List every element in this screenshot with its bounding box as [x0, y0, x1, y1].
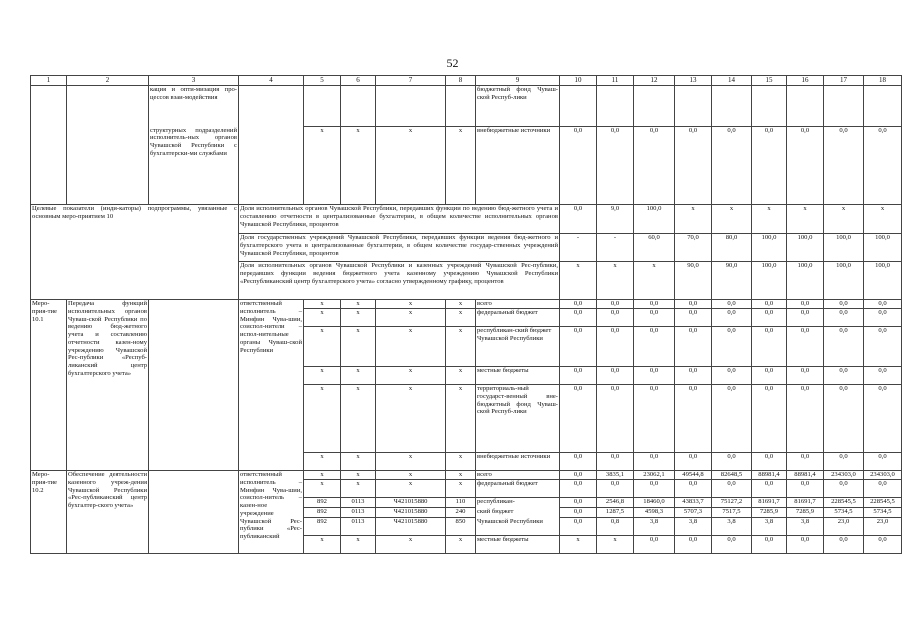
cell-value: 0,0: [634, 385, 675, 453]
cell-value: 90,0: [675, 262, 712, 300]
col-number: 18: [864, 76, 902, 86]
cell-value: 234303,0: [824, 471, 864, 480]
cell-value: 0,0: [712, 480, 752, 498]
cell-value: x: [752, 205, 787, 234]
cell-value: 0,0: [675, 453, 712, 471]
cell-value: 43833,7: [675, 498, 712, 508]
cell-value: 0,0: [712, 536, 752, 554]
cell-value: 0113: [341, 518, 376, 536]
cell-value: Ч421015880: [376, 508, 446, 518]
cell-value: 88981,4: [752, 471, 787, 480]
cell-value: 0,0: [787, 367, 824, 385]
cell-value: 234303,0: [864, 471, 902, 480]
cell-value: 0,0: [560, 508, 597, 518]
cell-value: x: [341, 471, 376, 480]
cell-value: 0,0: [864, 453, 902, 471]
cell-value: x: [304, 480, 341, 498]
cell-value: 0,0: [712, 127, 752, 205]
cell-value: 0,0: [752, 453, 787, 471]
cell-value: 0,0: [787, 536, 824, 554]
cell-value: 228545,5: [864, 498, 902, 508]
cell-value: 3,8: [752, 518, 787, 536]
cell-value: x: [864, 205, 902, 234]
cell-value: 0,0: [864, 367, 902, 385]
cell-value: x: [597, 262, 634, 300]
cell-value: x: [341, 327, 376, 367]
cell-value: 88981,4: [787, 471, 824, 480]
cell-value: x: [304, 327, 341, 367]
cell-value: x: [341, 367, 376, 385]
cell-value: 100,0: [864, 262, 902, 300]
cell-value: 0,0: [634, 309, 675, 327]
budget-table: [30, 75, 902, 554]
cell-value: x: [341, 127, 376, 205]
cell-value: x: [304, 300, 341, 309]
cell-value: 0,0: [560, 471, 597, 480]
cell-value: 0,0: [824, 327, 864, 367]
cell-value: x: [341, 453, 376, 471]
cell-text: структурных подразделений исполнитель-ных органов Чувашской Республики с бухгалтерски-ми службами: [149, 127, 239, 205]
cell-value: x: [446, 309, 476, 327]
cell-value: Ч421015880: [376, 518, 446, 536]
cell-value: x: [446, 453, 476, 471]
cell-value: 0,0: [752, 367, 787, 385]
col-number: 12: [634, 76, 675, 86]
cell-value: 0,0: [712, 367, 752, 385]
cell-value: 0,0: [824, 367, 864, 385]
cell-value: 0,0: [787, 127, 824, 205]
indicator-text: Доля государственных учреждений Чувашской Республики, передавших функции ведения бюд-жетного и бухгалтерского учета в централизованные бухгалтерии, в общем количестве государ-ственных учреждений Чувашской Республики, процентов: [239, 234, 560, 262]
table-row: [31, 471, 902, 480]
cell-value: 0,0: [752, 480, 787, 498]
cell-value: x: [341, 536, 376, 554]
cell-value: 892: [304, 518, 341, 536]
cell-value: 0,0: [634, 300, 675, 309]
cell-value: 0,0: [675, 385, 712, 453]
measure-title: Обеспечение деятельности казенного учреж-дения Чувашской Республики «Рес-публиканский центр бухгалтер-ского учета»: [67, 471, 149, 554]
cell-value: 0,0: [634, 367, 675, 385]
cell-value: x: [712, 205, 752, 234]
cell-value: 100,0: [787, 262, 824, 300]
col-number: 14: [712, 76, 752, 86]
measure-label: Меро-прия-тие 10.1: [31, 300, 67, 471]
cell-value: x: [560, 262, 597, 300]
cell-value: x: [446, 327, 476, 367]
cell-value: 0,0: [597, 127, 634, 205]
cell-value: 892: [304, 508, 341, 518]
cell-value: 90,0: [712, 262, 752, 300]
cell-value: 3,8: [787, 518, 824, 536]
cell-value: 0,0: [787, 300, 824, 309]
funding-source: внебюджетные источники: [476, 453, 560, 471]
cell-value: 23062,1: [634, 471, 675, 480]
cell-value: 0,0: [787, 453, 824, 471]
cell-value: 0,0: [864, 300, 902, 309]
indicator-text: Доля исполнительных органов Чувашской Республики и казенных учреждений Чувашской Рес-публики, передавших функции ведения бюджетного учета казенному учреждению Чувашской Республики «Республиканский центр бухгалтерского учета» согласно утвержденному графику, процентов: [239, 262, 560, 300]
cell-value: 0,0: [675, 367, 712, 385]
col-number: 1: [31, 76, 67, 86]
cell-value: 18460,0: [634, 498, 675, 508]
cell-value: 7517,5: [712, 508, 752, 518]
table-row: [31, 300, 902, 309]
cell-value: 0,0: [787, 327, 824, 367]
cell-value: 7285,9: [787, 508, 824, 518]
cell-value: 1287,5: [597, 508, 634, 518]
cell-value: 0,0: [864, 385, 902, 453]
cell-value: x: [376, 385, 446, 453]
cell-value: 0,0: [560, 453, 597, 471]
cell-value: 0,0: [560, 498, 597, 508]
cell-value: 0,0: [752, 309, 787, 327]
cell-value: 0,0: [864, 536, 902, 554]
cell-value: 0,0: [824, 385, 864, 453]
cell-value: x: [341, 309, 376, 327]
cell-value: 0,0: [597, 385, 634, 453]
cell-value: x: [787, 205, 824, 234]
cell-value: 0,0: [560, 127, 597, 205]
cell-value: 0,0: [560, 205, 597, 234]
responsible-executor: ответственный исполнитель – Минфин Чува-шии, соиспол-нители – испол-нительные органы Чуваш-ской Республики: [239, 300, 304, 471]
col-number: 4: [239, 76, 304, 86]
cell-value: 100,0: [752, 234, 787, 262]
col-number: 3: [149, 76, 239, 86]
cell-value: 100,0: [824, 262, 864, 300]
cell-value: 0,0: [824, 300, 864, 309]
funding-source: Чувашской Республики: [476, 518, 560, 536]
cell-value: 240: [446, 508, 476, 518]
cell-value: 81691,7: [787, 498, 824, 508]
cell-value: 49544,8: [675, 471, 712, 480]
cell-value: 0,0: [824, 480, 864, 498]
cell-value: x: [304, 385, 341, 453]
cell-value: 0,0: [864, 480, 902, 498]
cell-value: 5734,5: [824, 508, 864, 518]
funding-source: всего: [476, 471, 560, 480]
cell-value: x: [341, 300, 376, 309]
cell-value: 0,0: [864, 127, 902, 205]
cell-value: 2546,8: [597, 498, 634, 508]
indicator-text: Доля исполнительных органов Чувашской Республики, передавших функции по ведению бюд-жетного учета и составлению отчетности в централизованные бухгалтерии, в общем количестве исполнительных органов Чувашской Республики, процентов: [239, 205, 560, 234]
cell-value: 0,0: [787, 309, 824, 327]
cell-value: 0,0: [560, 480, 597, 498]
col-number: 10: [560, 76, 597, 86]
measure-title: Передача функций исполнительных органов Чуваш-ской Республики по ведению бюд-жетного учета и составлению отчетности казен-ному учреждению Чувашской Рес-публики «Респуб-ликанский центр бухгалтерского учета»: [67, 300, 149, 471]
cell-value: x: [597, 536, 634, 554]
cell-value: 0113: [341, 508, 376, 518]
cell-value: x: [446, 367, 476, 385]
cell-value: 0,8: [597, 518, 634, 536]
cell-value: 70,0: [675, 234, 712, 262]
cell-value: 0,0: [864, 309, 902, 327]
measure-label: Меро-прия-тие 10.2: [31, 471, 67, 554]
table-row: [31, 127, 902, 205]
funding-source: территориаль-ный государст-венный вне-бюджетный фонд Чуваш-ской Респуб-лики: [476, 385, 560, 453]
cell-value: 82648,5: [712, 471, 752, 480]
cell-value: x: [341, 385, 376, 453]
cell-value: 0,0: [560, 327, 597, 367]
col-number: 15: [752, 76, 787, 86]
cell-value: 23,0: [824, 518, 864, 536]
cell-value: 0,0: [560, 367, 597, 385]
funding-source: республикан-ский бюджет Чувашской Республики: [476, 327, 560, 367]
cell-value: 100,0: [824, 234, 864, 262]
cell-value: x: [560, 536, 597, 554]
cell-value: 0,0: [560, 309, 597, 327]
funding-source: федеральный бюджет: [476, 480, 560, 498]
cell-value: x: [376, 309, 446, 327]
cell-value: 0,0: [597, 480, 634, 498]
cell-value: 0,0: [634, 327, 675, 367]
cell-value: 3,8: [675, 518, 712, 536]
col-number: 13: [675, 76, 712, 86]
cell-value: x: [304, 453, 341, 471]
col-number: 8: [446, 76, 476, 86]
cell-value: 3835,1: [597, 471, 634, 480]
cell-value: 0,0: [675, 300, 712, 309]
column-number-row: [31, 76, 902, 86]
col-number: 7: [376, 76, 446, 86]
col-number: 2: [67, 76, 149, 86]
cell-value: 75127,2: [712, 498, 752, 508]
page-number: 52: [446, 56, 459, 70]
cell-value: 0,0: [824, 453, 864, 471]
cell-value: 60,0: [634, 234, 675, 262]
cell-value: 5734,5: [864, 508, 902, 518]
cell-value: 0,0: [824, 309, 864, 327]
cell-value: x: [304, 367, 341, 385]
cell-value: 80,0: [712, 234, 752, 262]
cell-value: 9,0: [597, 205, 634, 234]
cell-value: 3,8: [634, 518, 675, 536]
col-number: 6: [341, 76, 376, 86]
cell-value: 7285,9: [752, 508, 787, 518]
table-row: [31, 86, 902, 127]
cell-value: 3,8: [712, 518, 752, 536]
cell-value: x: [446, 480, 476, 498]
col-number: 16: [787, 76, 824, 86]
cell-value: 100,0: [752, 262, 787, 300]
cell-value: x: [376, 536, 446, 554]
cell-value: x: [376, 367, 446, 385]
cell-value: 0,0: [634, 480, 675, 498]
cell-value: 0,0: [712, 300, 752, 309]
cell-value: 4598,3: [634, 508, 675, 518]
cell-value: x: [341, 480, 376, 498]
cell-value: x: [446, 536, 476, 554]
cell-value: 5707,3: [675, 508, 712, 518]
cell-text: внебюджетные источники: [476, 127, 560, 205]
cell-value: 100,0: [787, 234, 824, 262]
cell-value: 0,0: [560, 518, 597, 536]
cell-value: x: [304, 127, 341, 205]
funding-source: федеральный бюджет: [476, 309, 560, 327]
cell-value: x: [304, 536, 341, 554]
cell-value: 0,0: [675, 536, 712, 554]
cell-value: 0,0: [712, 309, 752, 327]
col-number: 5: [304, 76, 341, 86]
cell-value: 0,0: [675, 327, 712, 367]
cell-value: 100,0: [864, 234, 902, 262]
cell-value: 0,0: [597, 300, 634, 309]
cell-value: 0113: [341, 498, 376, 508]
cell-value: 110: [446, 498, 476, 508]
cell-value: 0,0: [752, 127, 787, 205]
cell-value: 0,0: [634, 536, 675, 554]
cell-value: x: [634, 262, 675, 300]
cell-value: 0,0: [712, 385, 752, 453]
cell-value: x: [304, 471, 341, 480]
col-number: 17: [824, 76, 864, 86]
cell-value: 0,0: [787, 480, 824, 498]
cell-value: x: [376, 327, 446, 367]
cell-value: x: [376, 480, 446, 498]
funding-source: всего: [476, 300, 560, 309]
funding-source: местные бюджеты: [476, 367, 560, 385]
cell-value: 0,0: [597, 327, 634, 367]
cell-value: 0,0: [597, 309, 634, 327]
cell-text: кация и опти-мизация про-цессов взаи-модействия: [149, 86, 239, 127]
cell-value: 0,0: [712, 327, 752, 367]
col-number: 9: [476, 76, 560, 86]
cell-value: 0,0: [752, 536, 787, 554]
cell-value: 0,0: [752, 327, 787, 367]
cell-value: 0,0: [634, 453, 675, 471]
funding-source: республикан-: [476, 498, 560, 508]
cell-value: x: [376, 453, 446, 471]
cell-value: x: [675, 205, 712, 234]
cell-value: 0,0: [597, 453, 634, 471]
funding-source: местные бюджеты: [476, 536, 560, 554]
cell-value: 0,0: [675, 309, 712, 327]
col-number: 11: [597, 76, 634, 86]
targets-label: Целевые показатели (инди-каторы) подпрограммы, увязанные с основным меро-приятием 10: [31, 205, 239, 300]
cell-value: 0,0: [560, 385, 597, 453]
cell-value: 0,0: [634, 127, 675, 205]
cell-text: бюджетный фонд Чуваш-ской Респуб-лики: [476, 86, 560, 127]
funding-source: ский бюджет: [476, 508, 560, 518]
cell-value: 0,0: [864, 327, 902, 367]
table-row: [31, 205, 902, 234]
cell-value: 228545,5: [824, 498, 864, 508]
cell-value: 81691,7: [752, 498, 787, 508]
cell-value: x: [446, 385, 476, 453]
cell-value: 0,0: [712, 453, 752, 471]
cell-value: 892: [304, 498, 341, 508]
cell-value: 850: [446, 518, 476, 536]
cell-value: 0,0: [752, 300, 787, 309]
cell-value: x: [376, 300, 446, 309]
cell-value: 0,0: [675, 127, 712, 205]
cell-value: 100,0: [634, 205, 675, 234]
cell-value: x: [304, 309, 341, 327]
cell-value: x: [446, 300, 476, 309]
cell-value: Ч421015880: [376, 498, 446, 508]
cell-value: x: [446, 127, 476, 205]
cell-value: -: [597, 234, 634, 262]
cell-value: 0,0: [675, 480, 712, 498]
cell-value: 23,0: [864, 518, 902, 536]
cell-value: x: [824, 205, 864, 234]
responsible-executor: ответственный исполнитель – Минфин Чува-шии, соиспол-нитель – казен-ное учреждение Чувашской Рес-публики «Рес-публиканский: [239, 471, 304, 554]
cell-value: 0,0: [787, 385, 824, 453]
cell-value: 0,0: [560, 300, 597, 309]
cell-value: 0,0: [752, 385, 787, 453]
cell-value: -: [560, 234, 597, 262]
cell-value: 0,0: [824, 127, 864, 205]
cell-value: 0,0: [824, 536, 864, 554]
cell-value: 0,0: [597, 367, 634, 385]
cell-value: x: [376, 471, 446, 480]
cell-value: x: [446, 471, 476, 480]
cell-value: x: [376, 127, 446, 205]
